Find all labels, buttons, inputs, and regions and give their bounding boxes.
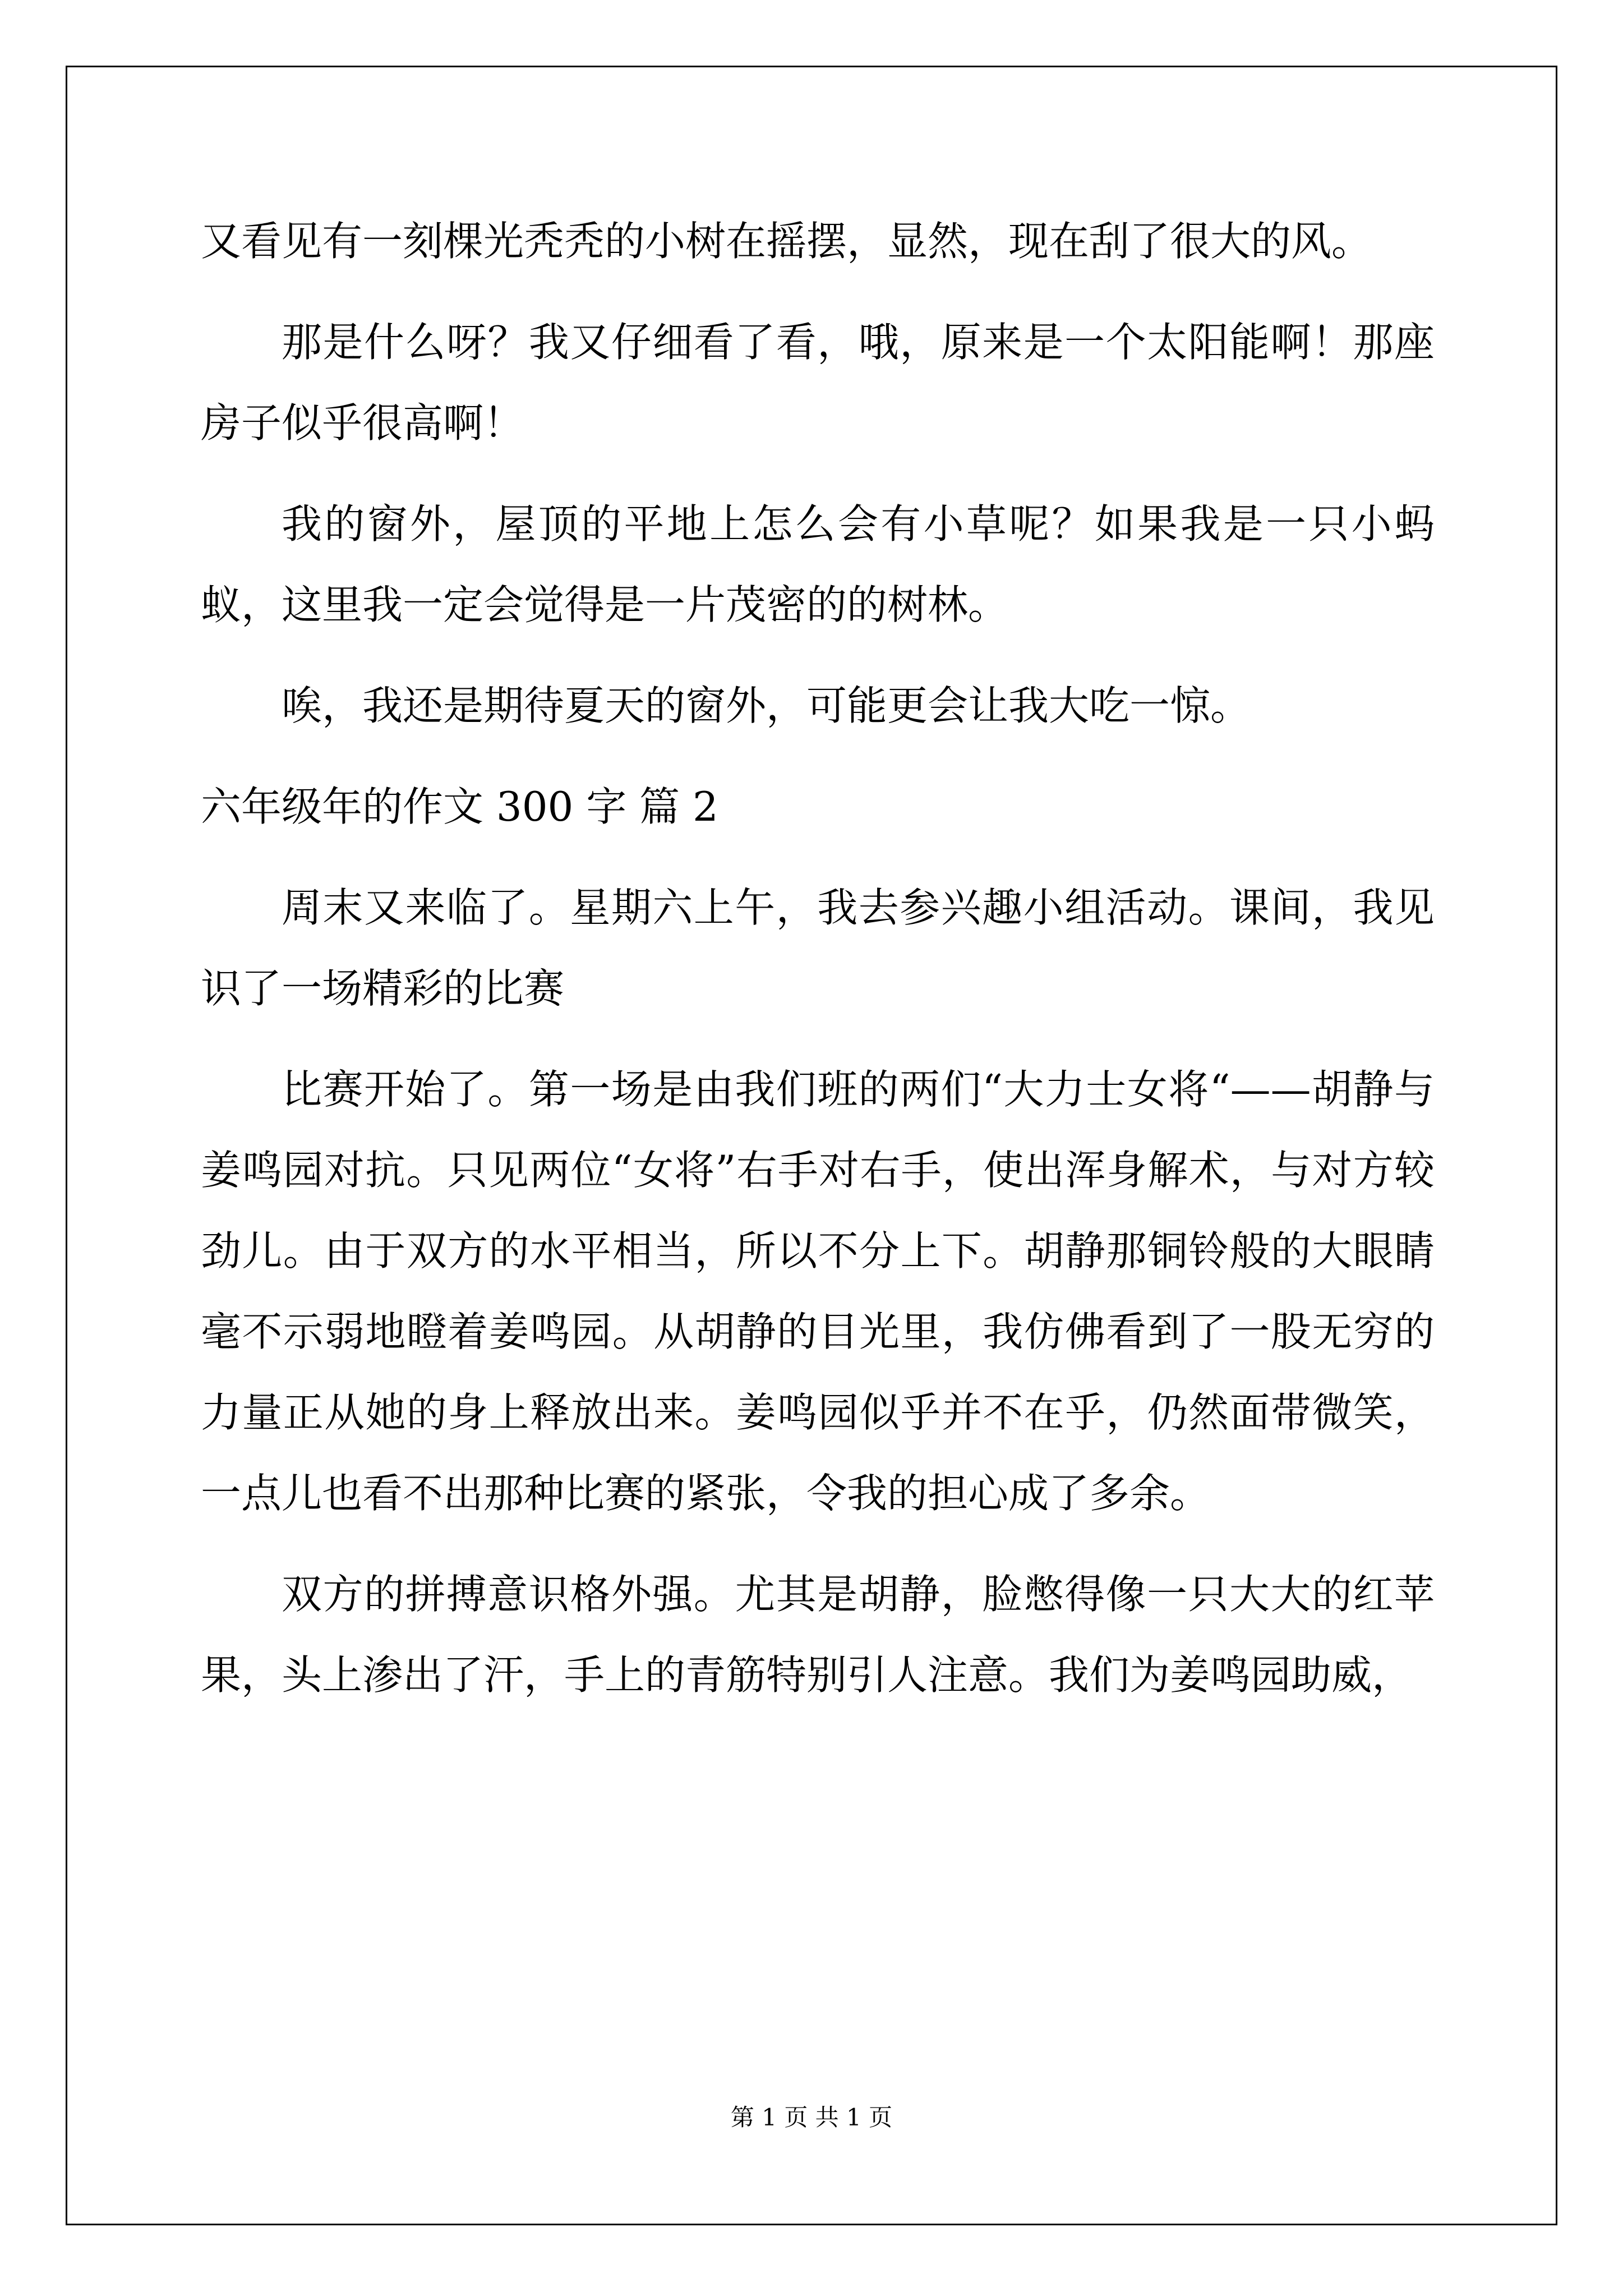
paragraph: 唉，我还是期待夏天的窗外，可能更会让我大吃一惊。 [282, 682, 1251, 729]
document-body [201, 201, 1435, 1736]
page-footer: 第 1 页 共 1 页 [730, 2104, 893, 2131]
paragraph: 我的窗外，屋顶的平地上怎么会有小草呢？如果我是一只小蚂蚁，这里我一定会觉得是一片茂密的的树林。 [201, 500, 1435, 628]
paragraph: 又看见有一刻棵光秃秃的小树在摇摆，显然，现在刮了很大的风。 [201, 218, 1372, 265]
paragraph: 双方的拼搏意识格外强。尤其是胡静，脸憋得像一只大大的红苹果，头上渗出了汗，手上的青筋特别引人注意。我们为姜鸣园助威， [201, 1571, 1435, 1699]
paragraph: 周末又来临了。星期六上午，我去参兴趣小组活动。课间，我见识了一场精彩的比赛 [201, 884, 1435, 1012]
section-heading: 六年级年的作文 300 字 篇 2 [201, 783, 718, 830]
paragraph: 比赛开始了。第一场是由我们班的两们“大力士女将“——胡静与姜鸣园对抗。只见两位“女将”右手对右手，使出浑身解术，与对方较劲儿。由于双方的水平相当，所以不分上下。胡静那铜铃般的大眼睛毫不示弱地瞪着姜鸣园。从胡静的目光里，我仿佛看到了一股无穷的力量正从她的身上释放出来。姜鸣园似乎并不在乎，仍然面带微笑，一点儿也看不出那种比赛的紧张，令我的担心成了多余。 [201, 1066, 1435, 1517]
paragraph: 那是什么呀？我又仔细看了看，哦，原来是一个太阳能啊！那座房子似乎很高啊！ [201, 319, 1435, 447]
